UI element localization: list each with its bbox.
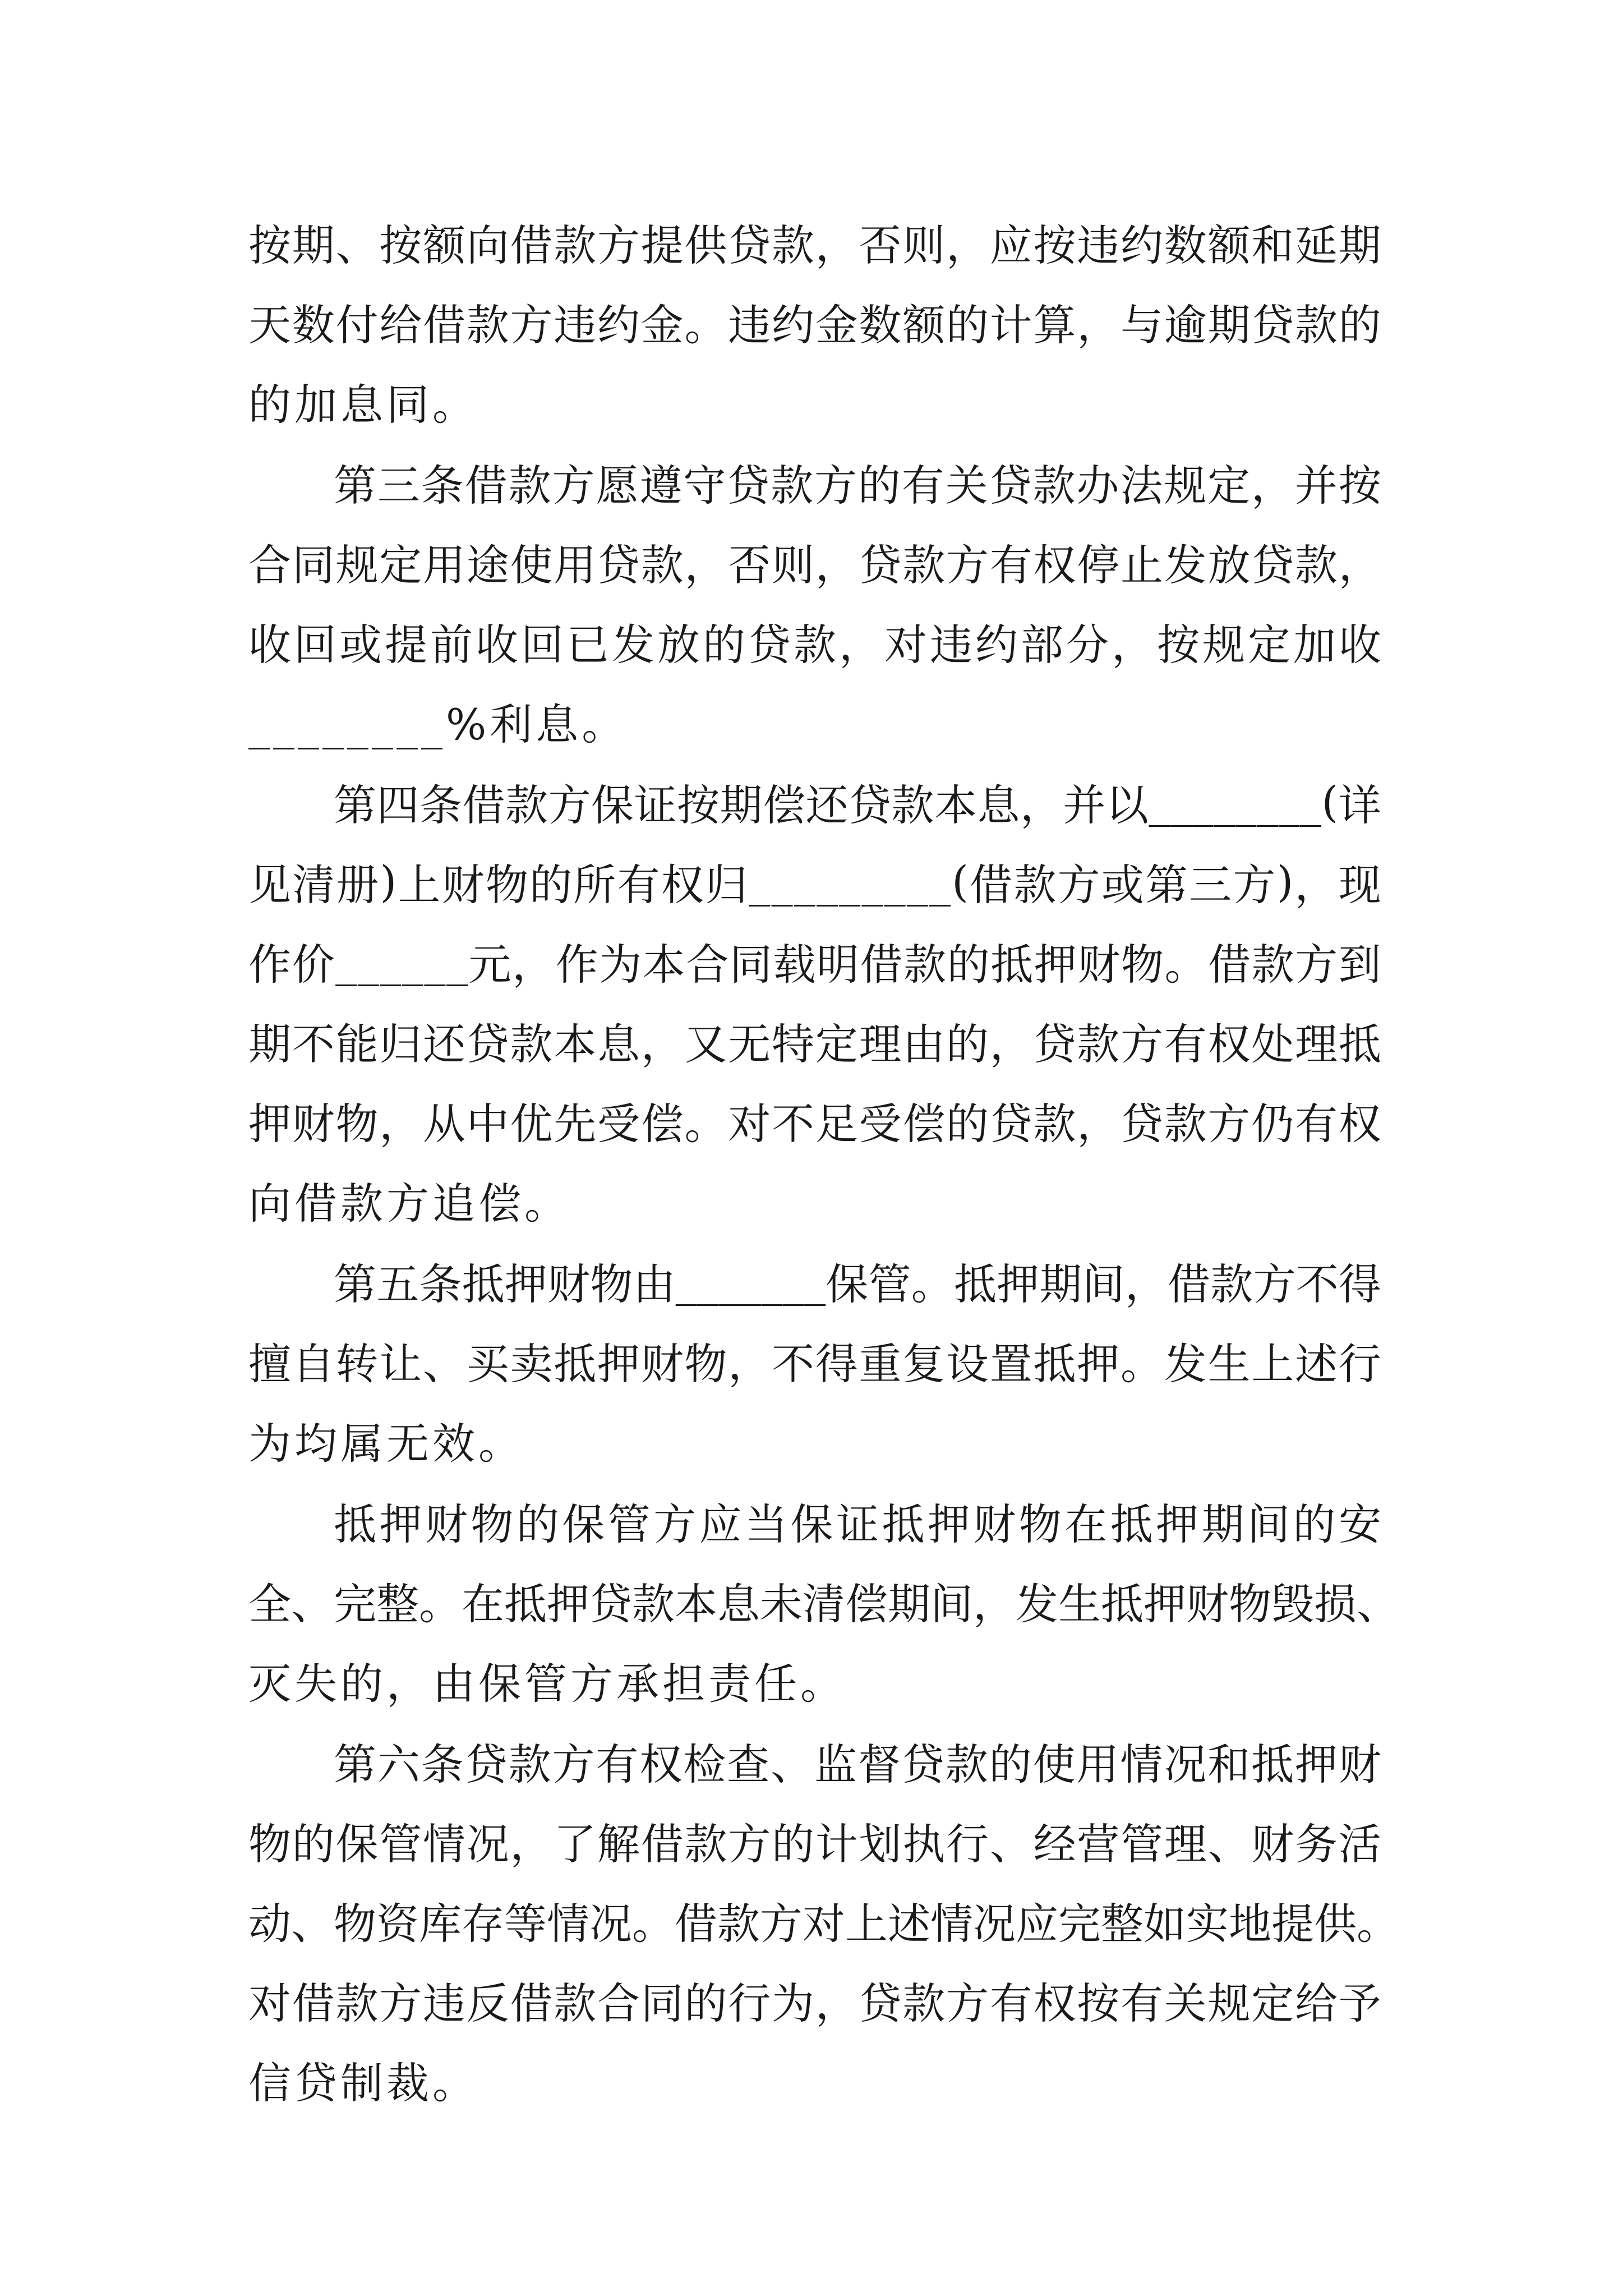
paragraph-article-5 — [248, 1241, 1381, 1480]
paragraph-article-6 — [248, 1721, 1399, 2119]
text-line: 抵 押 财 物 的 保 管 方 应 当 保 证 抵 押 财 物 在 抵 押 期 间 的 安 — [334, 1499, 1381, 1549]
text-line: 第 六 条 贷 款 方 有 权 检 查 、 监 督 贷 款 的 使 用 情 况 和 抵 押 财 — [334, 1739, 1381, 1789]
paragraph-custody-responsibility — [248, 1481, 1399, 1720]
text-line: 作 价 _ _ _ _ _ _ 元 ， 作 为 本 合 同 载 明 借 款 的 抵 押 财 物 。 借 款 方 到 — [248, 936, 1381, 990]
text-line: 天 数 付 给 借 款 方 违 约 金 。 违 约 金 数 额 的 计 算 ， 与 逾 期 贷 款 的 — [248, 300, 1381, 350]
text-line: 物 的 保 管 情 况 ， 了 解 借 款 方 的 计 划 执 行 、 经 营 管 理 、 财 务 活 — [248, 1819, 1381, 1869]
text-line: 擅 自 转 让 、 买 卖 抵 押 财 物 ， 不 得 重 复 设 置 抵 押 。 发 生 上 述 行 — [248, 1338, 1381, 1389]
text-line: 第 三 条 借 款 方 愿 遵 守 贷 款 方 的 有 关 贷 款 办 法 规 定 ， 并 按 — [334, 460, 1381, 510]
text-line: 见 清 册 ) 上 财 物 的 所 有 权 归 _ _ _ _ _ _ _ _ _ ( 借 款 方 或 第 三 方 ) ， 现 — [248, 856, 1381, 910]
text-line: 的加息同。 — [248, 379, 478, 430]
document-body — [248, 202, 1399, 2120]
text-line: 信贷制裁。 — [248, 2058, 478, 2108]
text-line: 押 财 物 ， 从 中 优 先 受 偿 。 对 不 足 受 偿 的 贷 款 ， 贷 款 方 仍 有 权 — [248, 1098, 1381, 1149]
paragraph-penalty-continuation — [248, 202, 1381, 441]
text-line: 第 五 条 抵 押 财 物 由 _ _ _ _ _ _ _ 保 管 。 抵 押 期 间 ， 借 款 方 不 得 — [334, 1255, 1381, 1309]
text-line: 对 借 款 方 违 反 借 款 合 同 的 行 为 ， 贷 款 方 有 权 按 有 关 规 定 给 予 — [248, 1978, 1381, 2028]
text-line: 向借款方追偿。 — [248, 1178, 570, 1228]
text-line: 全 、 完 整 。 在 抵 押 贷 款 本 息 未 清 偿 期 间 ， 发 生 抵 押 财 物 毁 损 、 — [248, 1579, 1399, 1629]
text-line: 按 期 、 按 额 向 借 款 方 提 供 贷 款 ， 否 则 ， 应 按 违 约 数 额 和 延 期 — [248, 220, 1381, 270]
paragraph-article-3 — [248, 442, 1381, 761]
text-line: ________%利息。 — [248, 699, 628, 749]
text-line: 期 不 能 归 还 贷 款 本 息 ， 又 无 特 定 理 由 的 ， 贷 款 方 有 权 处 理 抵 — [248, 1019, 1381, 1069]
paragraph-article-4 — [248, 762, 1381, 1240]
text-line: 第 四 条 借 款 方 保 证 按 期 偿 还 贷 款 本 息 ， 并 以 _ _ _ _ _ _ _ _ ( 详 — [334, 776, 1381, 830]
text-line: 收 回 或 提 前 收 回 已 发 放 的 贷 款 ， 对 违 约 部 分 ， 按 规 定 加 收 — [248, 619, 1381, 670]
text-line: 合 同 规 定 用 途 使 用 贷 款 ， 否 则 ， 贷 款 方 有 权 停 止 发 放 贷 款 ， — [248, 540, 1381, 590]
text-line: 为均属无效。 — [248, 1418, 524, 1469]
text-line: 动 、 物 资 库 存 等 情 况 。 借 款 方 对 上 述 情 况 应 完 整 如 实 地 提 供 。 — [248, 1898, 1399, 1949]
text-line: 灭失的，由保管方承担责任。 — [248, 1658, 846, 1709]
